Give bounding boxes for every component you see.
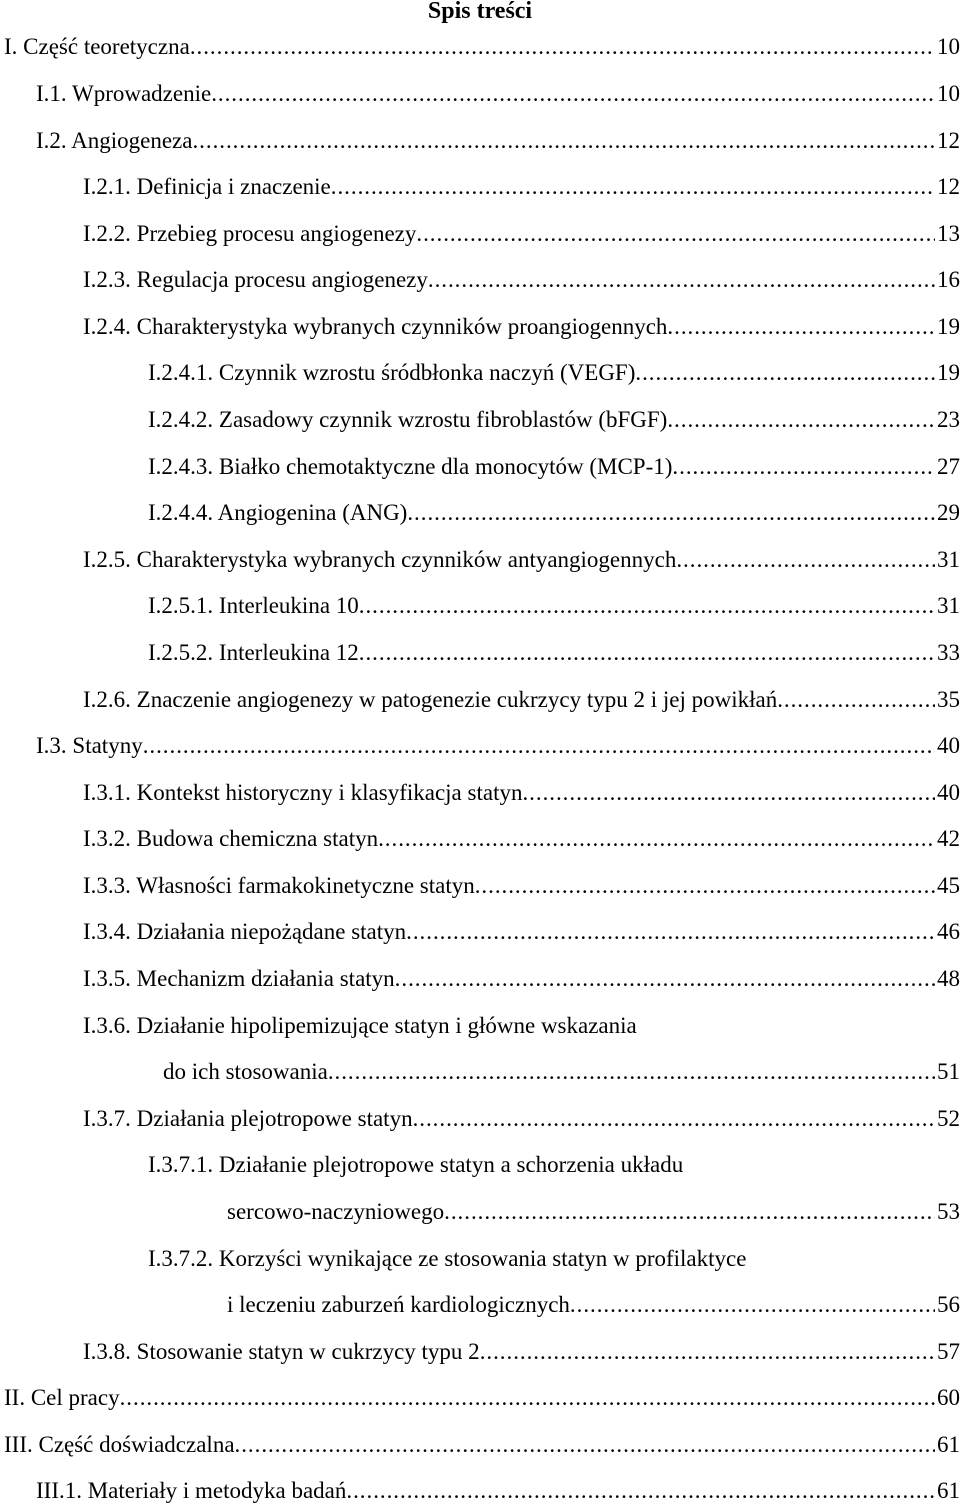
toc-entry-label[interactable]: I.3.7.2. Korzyści wynikające ze stosowania statyn w profilaktyce	[148, 1246, 747, 1271]
toc-entry[interactable]	[36, 1474, 960, 1508]
toc-entry[interactable]	[227, 1195, 960, 1229]
toc-leader-dots	[359, 636, 935, 670]
toc-leader-dots	[444, 1195, 935, 1229]
toc-entry-page: 19	[937, 360, 960, 385]
toc-entry-label: I.2.4. Charakterystyka wybranych czynników proangiogennych	[83, 314, 668, 339]
toc-entry-label[interactable]: I.3.6. Działanie hipolipemizujące statyn i główne wskazania	[83, 1013, 637, 1038]
toc-entry-page: 16	[937, 267, 960, 292]
toc-entry-label: I.3.4. Działania niepożądane statyn	[83, 919, 407, 944]
toc-leader-dots	[667, 310, 935, 344]
toc-entry-label: I.2.3. Regulacja procesu angiogenezy	[83, 267, 428, 292]
toc-entry-label: I.2.5. Charakterystyka wybranych czynników antyangiogennych	[83, 547, 677, 572]
toc-entry-label: I.2.4.1. Czynnik wzrostu śródbłonka naczyń (VEGF)	[148, 360, 636, 385]
toc-entry-page: 51	[937, 1059, 960, 1084]
toc-entry[interactable]	[4, 1428, 960, 1462]
toc-entry-page: 52	[937, 1106, 960, 1131]
toc-entry-page: 13	[937, 221, 960, 246]
toc-entry[interactable]	[83, 310, 960, 344]
toc-entry-page: 10	[937, 81, 960, 106]
toc-entry-page: 27	[937, 454, 960, 479]
toc-leader-dots	[192, 124, 935, 158]
toc-leader-dots	[522, 776, 935, 810]
toc-entry[interactable]	[36, 77, 960, 111]
toc-leader-dots	[480, 1335, 935, 1369]
toc-entry[interactable]	[4, 1381, 960, 1415]
toc-leader-dots	[635, 356, 935, 390]
toc-leader-dots	[667, 403, 935, 437]
toc-entry-label: I.3.2. Budowa chemiczna statyn	[83, 826, 379, 851]
toc-leader-dots	[416, 217, 935, 251]
toc-entry-page: 23	[937, 407, 960, 432]
toc-entry-label: I.2.5.1. Interleukina 10	[148, 593, 359, 618]
toc-entry-label: I.1. Wprowadzenie	[36, 81, 212, 106]
toc-entry[interactable]	[83, 1102, 960, 1136]
toc-leader-dots	[359, 589, 935, 623]
toc-entry-page: 40	[937, 733, 960, 758]
toc-leader-dots	[190, 30, 935, 64]
toc-entry-page: 57	[937, 1339, 960, 1364]
toc-leader-dots	[395, 962, 935, 996]
toc-entry-label: I.2.1. Definicja i znaczenie	[83, 174, 331, 199]
toc-entry-page: 12	[937, 174, 960, 199]
toc-leader-dots	[413, 1102, 935, 1136]
toc-entry-page: 56	[937, 1292, 960, 1317]
toc-entry-page: 61	[937, 1478, 960, 1503]
toc-entry-label: I.3.3. Własności farmakokinetyczne statyn	[83, 873, 475, 898]
toc-leader-dots	[570, 1288, 935, 1322]
toc-entry-label: I.2.6. Znaczenie angiogenezy w patogenezie cukrzycy typu 2 i jej powikłań	[83, 687, 778, 712]
toc-leader-dots	[406, 915, 935, 949]
toc-entry[interactable]	[163, 1055, 960, 1089]
toc-entry-page: 10	[937, 34, 960, 59]
toc-entry[interactable]	[148, 589, 960, 623]
toc-entry-page: 19	[937, 314, 960, 339]
toc-leader-dots	[475, 869, 935, 903]
toc-entry-label: I.2. Angiogeneza	[36, 128, 193, 153]
toc-entry[interactable]	[83, 962, 960, 996]
toc-leader-dots	[676, 543, 935, 577]
toc-entry-page: 12	[937, 128, 960, 153]
toc-entry-page: 31	[937, 593, 960, 618]
toc-entry-page: 48	[937, 966, 960, 991]
toc-entry[interactable]	[83, 1335, 960, 1369]
toc-entry-label: I.3.1. Kontekst historyczny i klasyfikacja statyn	[83, 780, 523, 805]
toc-entry-label-continuation: sercowo-naczyniowego	[227, 1199, 445, 1224]
toc-entry-label[interactable]: I.3.7.1. Działanie plejotropowe statyn a schorzenia układu	[148, 1152, 684, 1177]
toc-entry-label: II. Cel pracy	[4, 1385, 120, 1410]
toc-entry-label-continuation: do ich stosowania	[163, 1059, 328, 1084]
toc-entry[interactable]	[36, 124, 960, 158]
toc-entry-label: I. Część teoretyczna	[4, 34, 190, 59]
toc-entry-label: I.2.2. Przebieg procesu angiogenezy	[83, 221, 417, 246]
toc-entry[interactable]	[148, 496, 960, 530]
toc-entry[interactable]	[83, 543, 960, 577]
toc-entry-page: 31	[937, 547, 960, 572]
toc-entry[interactable]	[148, 636, 960, 670]
toc-leader-dots	[428, 263, 935, 297]
toc-entry-page: 40	[937, 780, 960, 805]
toc-entry-label: I.3.5. Mechanizm działania statyn	[83, 966, 395, 991]
toc-leader-dots	[328, 1055, 935, 1089]
toc-entry[interactable]	[83, 822, 960, 856]
toc-leader-dots	[672, 450, 935, 484]
toc-entry[interactable]	[148, 356, 960, 390]
toc-leader-dots	[346, 1474, 935, 1508]
toc-leader-dots	[211, 77, 935, 111]
toc-entry-page: 45	[937, 873, 960, 898]
toc-leader-dots	[143, 729, 935, 763]
toc-entry[interactable]	[83, 263, 960, 297]
toc-entry-label-continuation: i leczeniu zaburzeń kardiologicznych	[227, 1292, 570, 1317]
toc-entry-page: 35	[937, 687, 960, 712]
toc-title: Spis treści	[427, 0, 533, 24]
toc-entry-label: I.3.7. Działania plejotropowe statyn	[83, 1106, 413, 1131]
toc-entry[interactable]	[83, 869, 960, 903]
toc-entry[interactable]	[227, 1288, 960, 1322]
toc-entry[interactable]	[4, 30, 960, 64]
toc-entry-page: 46	[937, 919, 960, 944]
toc-entry[interactable]	[83, 776, 960, 810]
toc-entry[interactable]	[83, 217, 960, 251]
toc-entry-page: 42	[937, 826, 960, 851]
toc-entry-label: I.2.4.2. Zasadowy czynnik wzrostu fibroblastów (bFGF)	[148, 407, 668, 432]
toc-entry-label: I.3. Statyny	[36, 733, 143, 758]
toc-entry-label: III.1. Materiały i metodyka badań	[36, 1478, 347, 1503]
toc-leader-dots	[235, 1428, 935, 1462]
toc-entry[interactable]	[148, 450, 960, 484]
toc-entry-page: 61	[937, 1432, 960, 1457]
toc-entry-page: 53	[937, 1199, 960, 1224]
toc-entry-label: III. Część doświadczalna	[4, 1432, 235, 1457]
toc-entry-label: I.2.4.3. Białko chemotaktyczne dla monocytów (MCP-1)	[148, 454, 673, 479]
toc-leader-dots	[777, 683, 935, 717]
toc-entry-label: I.3.8. Stosowanie statyn w cukrzycy typu 2	[83, 1339, 480, 1364]
toc-entry[interactable]	[83, 915, 960, 949]
toc-entry-label: I.2.5.2. Interleukina 12	[148, 640, 359, 665]
toc-leader-dots	[120, 1381, 935, 1415]
toc-leader-dots	[407, 496, 935, 530]
toc-entry[interactable]	[83, 170, 960, 204]
toc-entry[interactable]	[83, 683, 960, 717]
toc-entry-label: I.2.4.4. Angiogenina (ANG)	[148, 500, 408, 525]
toc-entry[interactable]	[148, 403, 960, 437]
toc-entry-page: 33	[937, 640, 960, 665]
toc-entry-page: 29	[937, 500, 960, 525]
toc-leader-dots	[378, 822, 935, 856]
toc-leader-dots	[331, 170, 935, 204]
toc-entry[interactable]	[36, 729, 960, 763]
toc-entry-page: 60	[937, 1385, 960, 1410]
